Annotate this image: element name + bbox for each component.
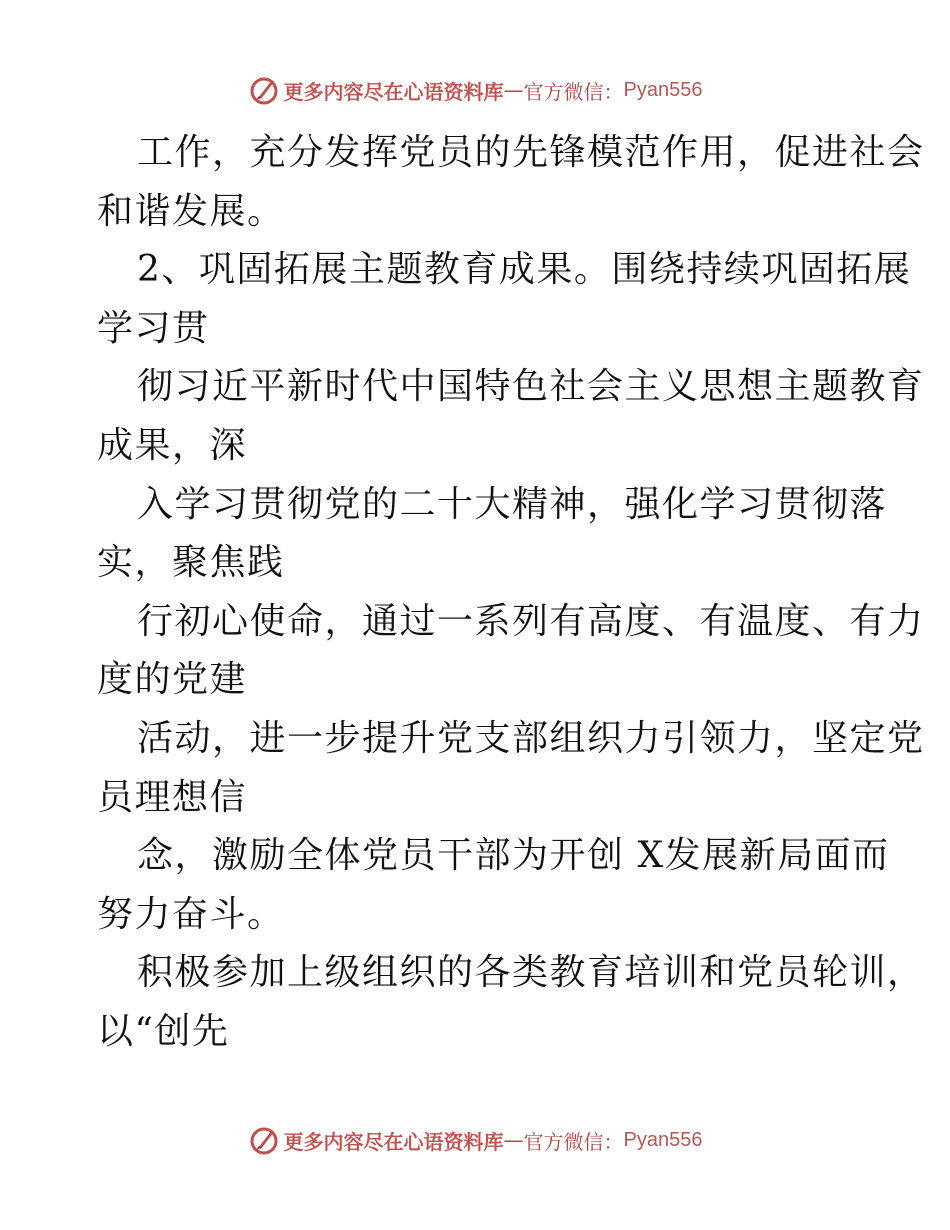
text-line: 以“创先 [97,1010,230,1052]
footer-watermark [0,1120,950,1160]
text-line: 和谐发展。 [97,190,285,232]
watermark-dash: — [503,1128,524,1152]
watermark-main-text: 更多内容尽在心语资料库 [283,1129,504,1154]
watermark-sub-text: 官方微信： [523,1129,624,1154]
text-line: 彻习近平新时代中国特色社会主义思想主题教育 [137,366,925,408]
text-line: 努力奋斗。 [97,893,285,935]
text-line: 成果，深 [97,424,248,466]
header-watermark [0,70,950,110]
quill-logo-icon [248,1124,280,1156]
text-line: 2、巩固拓展主题教育成果。围绕持续巩固拓展 [137,249,912,291]
watermark-id: Pyan556 [623,78,703,101]
watermark-sub-text: 官方微信： [523,79,624,104]
watermark-main-text: 更多内容尽在心语资料库 [283,79,504,104]
text-line: 工作，充分发挥党员的先锋模范作用，促进社会 [137,132,925,173]
text-line: 实，聚焦践 [97,542,285,584]
text-line: 念，激励全体党员干部为开创 X发展新局面而 [137,835,890,877]
watermark-id: Pyan556 [623,1128,703,1151]
text-line: 员理想信 [97,776,248,818]
quill-logo-icon [248,74,280,106]
text-line: 入学习贯彻党的二十大精神，强化学习贯彻落 [137,483,888,525]
watermark-dash: — [503,78,524,102]
text-line: 积极参加上级组织的各类教育培训和党员轮训， [137,952,925,994]
text-line: 度的党建 [97,659,248,701]
body-text [97,124,925,1062]
text-line: 行初心使命，通过一系列有高度、有温度、有力 [137,600,925,642]
text-line: 活动，进一步提升党支部组织力引领力，坚定党 [137,717,925,759]
text-line: 学习贯 [97,307,210,349]
